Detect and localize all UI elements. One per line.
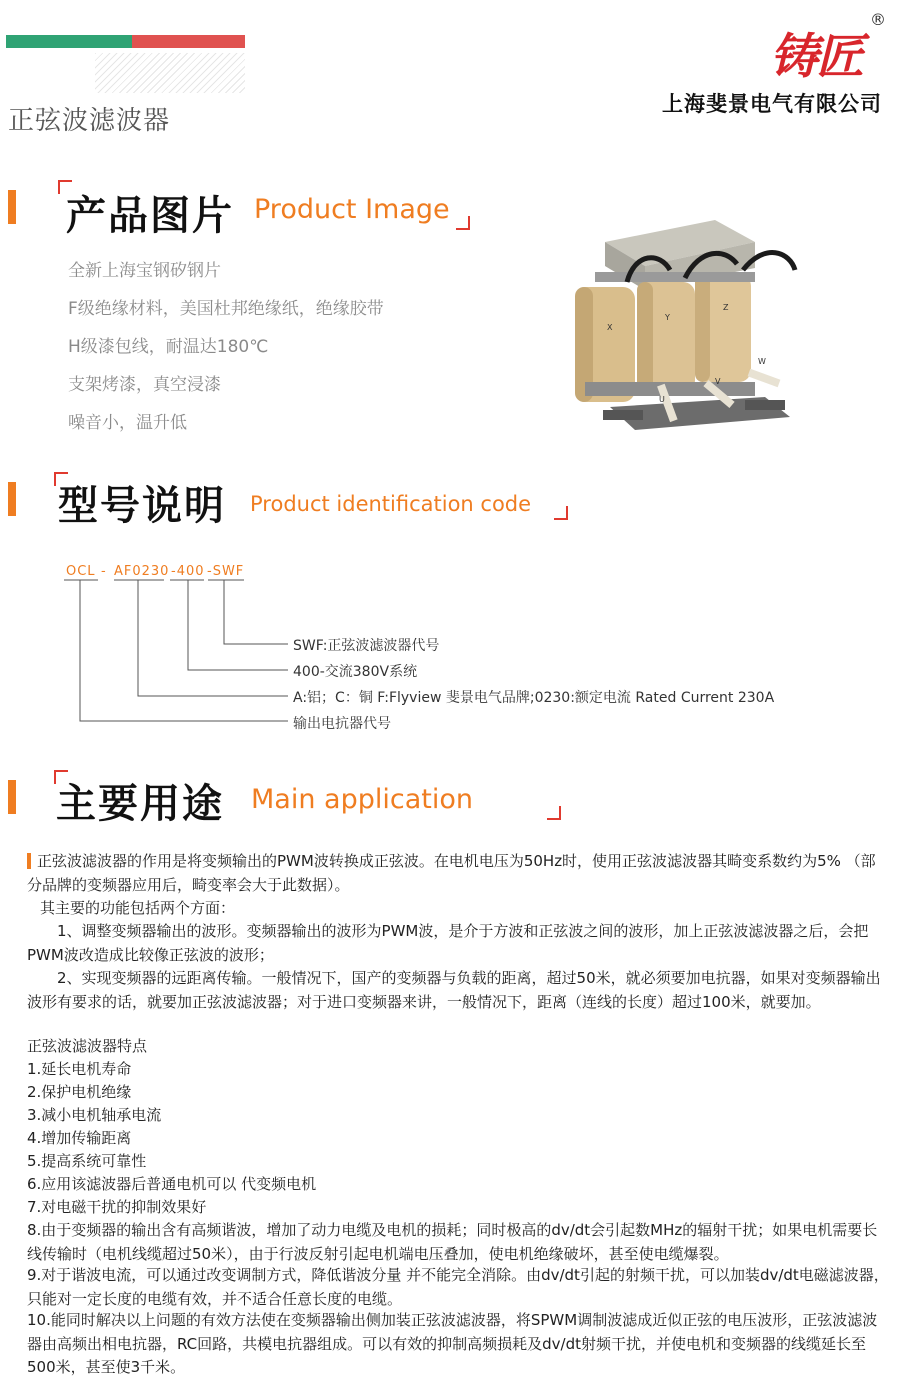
feature-list-item: 2.保护电机绝缘 bbox=[27, 1083, 132, 1101]
terminal-label: V bbox=[715, 377, 721, 386]
section-marker bbox=[8, 190, 16, 224]
code-part-af0230: AF0230 bbox=[114, 564, 170, 579]
corner-bracket bbox=[554, 506, 568, 520]
feature-list-item: 5.提高系统可靠性 bbox=[27, 1152, 147, 1170]
code-part-400: -400 bbox=[171, 564, 205, 579]
feature-item: 支架烤漆，真空浸漆 bbox=[68, 375, 221, 395]
registered-mark: ® bbox=[870, 10, 886, 29]
section-title-cn: 型号说明 bbox=[58, 483, 226, 529]
corner-bracket bbox=[456, 216, 470, 230]
code-desc-ocl: 输出电抗器代号 bbox=[293, 716, 391, 732]
feature-list-item: 4.增加传输距离 bbox=[27, 1129, 132, 1147]
section-title-en: Main application bbox=[251, 784, 473, 815]
brand-logo: 铸匠 bbox=[770, 29, 863, 85]
code-part-dash: - bbox=[101, 564, 107, 579]
feature-list-item: 7.对电磁干扰的抑制效果好 bbox=[27, 1198, 207, 1216]
terminal-label: X bbox=[607, 323, 613, 332]
feature-list-item: 8.由于变频器的输出含有高频谐波，增加了动力电缆及电机的损耗；同时极高的dv/dt会引起数MHz的辐射干扰；如果电机需要长线传输时（电机线缆超过50米），由于行波反射引起电机端电压叠加，使电机绝缘破坏，甚至使电缆爆裂。 bbox=[27, 1221, 878, 1263]
terminal-label: Z bbox=[723, 303, 729, 312]
feature-list-item: 9.对于谐波电流，可以通过改变调制方式，降低谐波分量 并不能完全消除。由dv/dt引起的射频干扰，可以加装dv/dt电磁滤波器， 只能对一定长度的电缆有效，并不适合任意长度的电缆。 bbox=[27, 1266, 889, 1308]
product-image bbox=[565, 212, 820, 457]
corner-bracket bbox=[547, 806, 561, 820]
feature-list-item: 10.能同时解决以上问题的有效方法使在变频器输出侧加装正弦波滤波器，将SPWM调制波滤成近似正弦的电压波形，正弦波滤波器由高频出相电抗器，RC回路，共模电抗器组成。可以有效的抑制高频损耗及dv/dt射频干扰，并使电机和变频器的线缆延长至500米，甚至使3千米。 bbox=[27, 1311, 878, 1376]
code-connector-lines bbox=[60, 578, 290, 728]
section-title-en: Product identification code bbox=[250, 492, 532, 516]
feature-list-item: 1.延长电机寿命 bbox=[27, 1060, 132, 1078]
document-title: 正弦波滤波器 bbox=[8, 106, 171, 136]
features-title: 正弦波滤波器特点 bbox=[27, 1037, 148, 1055]
header-hatch-decoration bbox=[95, 53, 245, 93]
code-desc-swf: SWF:正弦波滤波器代号 bbox=[293, 638, 440, 654]
code-desc-af0230: A:铝；C：铜 F:Flyview 斐景电气品牌;0230:额定电流 Rated Current 230A bbox=[293, 690, 775, 706]
terminal-label: Y bbox=[665, 313, 670, 322]
feature-item: F级绝缘材料，美国杜邦绝缘纸，绝缘胶带 bbox=[68, 299, 384, 319]
company-name: 上海斐景电气有限公司 bbox=[662, 92, 882, 116]
code-desc-400: 400-交流380V系统 bbox=[293, 664, 418, 680]
terminal-label: U bbox=[659, 395, 665, 404]
feature-item: 噪音小，温升低 bbox=[68, 413, 187, 433]
section-marker bbox=[8, 780, 16, 814]
terminal-label: W bbox=[758, 357, 766, 366]
functions-title: 其主要的功能包括两个方面： bbox=[40, 899, 236, 917]
header-red-bar bbox=[132, 35, 245, 48]
function-2-paragraph: 2、实现变频器的远距离传输。一般情况下，国产的变频器与负载的距离，超过50米，就必须要加电抗器，如果对变频器输出波形有要求的话，就要加正弦波滤波器；对于进口变频器来讲，一般情况下，距离（连线的长度）超过100米，就要加。 bbox=[27, 969, 881, 1011]
intro-paragraph: 正弦波滤波器的作用是将变频输出的PWM波转换成正弦波。在电机电压为50Hz时，使用正弦波滤波器其畸变系数约为5% （部分品牌的变频器应用后，畸变率会大于此数据）。 bbox=[27, 852, 876, 894]
section-title-cn: 产品图片 bbox=[66, 193, 234, 239]
section-marker bbox=[8, 482, 16, 516]
section-title-en: Product Image bbox=[254, 194, 450, 225]
code-part-swf: -SWF bbox=[207, 564, 245, 579]
section-title-cn: 主要用途 bbox=[56, 781, 224, 827]
header-green-bar bbox=[6, 35, 132, 48]
feature-item: H级漆包线，耐温达180℃ bbox=[68, 337, 269, 357]
feature-list-item: 3.减小电机轴承电流 bbox=[27, 1106, 162, 1124]
function-1-paragraph: 1、调整变频器输出的波形。变频器输出的波形为PWM波，是介于方波和正弦波之间的波形，加上正弦波滤波器之后，会把PWM波改造成比较像正弦波的波形； bbox=[27, 922, 869, 964]
feature-list-item: 6.应用该滤波器后普通电机可以 代变频电机 bbox=[27, 1175, 317, 1193]
code-part-ocl: OCL bbox=[66, 564, 96, 579]
feature-item: 全新上海宝钢矽钢片 bbox=[68, 261, 221, 281]
